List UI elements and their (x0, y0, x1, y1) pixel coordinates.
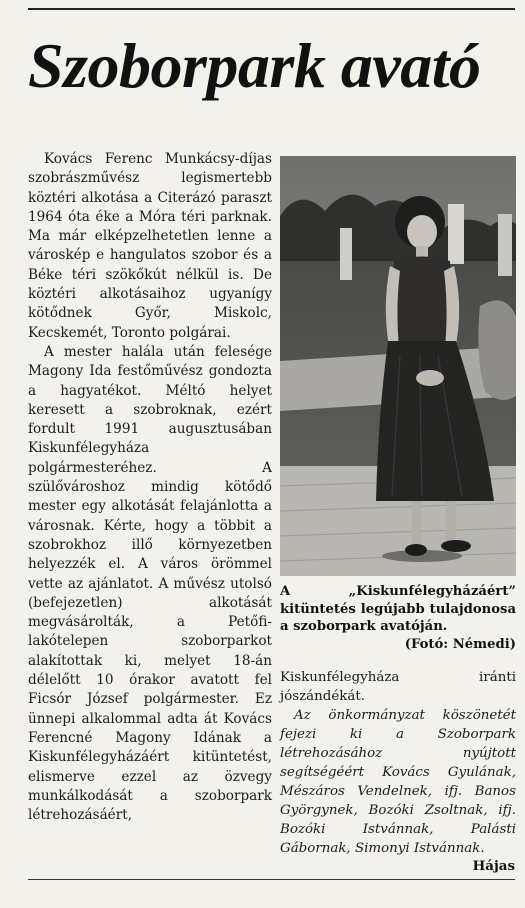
article-paragraph-3: Kiskunfélegyháza iránti jószándékát. (280, 670, 516, 704)
photo-woman-in-sculpture-park (280, 156, 516, 576)
article-paragraph-2: A mester halála után felesége Magony Ida festőművész gondozta a hagyatékot. Méltó helyet keresett a szobroknak, ezért fordult 1991 augusztusában Kiskunfélegyháza polgármesteréhez. A szülővároshoz mindig kötődő mester egy alkotását felajánlotta a városnak. Kérte, hogy a többit a szobrokhoz illő környezetben helyezzék el. A város örömmel vette az ajánlatot. A művész utolsó (befejezetlen) alkotását megvásárolták, a Petőfi-lakótelepen szoborparkot alakítottak ki, melyet 18-án délelőtt 10 órakor avatott fel Ficsór József polgármester. Ez ünnepi alkalommal adta át Kovács Ferencné Magony Idának a Kiskunfélegyházáért kitüntetést, elismerve ezzel az özvegy munkálkodását a szoborpark létrehozásáért, (28, 343, 272, 824)
author-signature: Hájas (472, 858, 515, 874)
headline: Szoborpark avató (28, 30, 481, 101)
top-rule (28, 8, 515, 10)
photo-caption (280, 583, 516, 653)
article-paragraph-1: Kovács Ferenc Munkácsy-díjas szobrászművész legismertebb köztéri alkotása a Citerázó paraszt 1964 óta éke a Móra téri parknak. Ma már elképzelhetetlen lenne a városkép e hangulatos szobor és a Béke téri szökőkút nélkül is. De köztéri alkotásaihoz ugyanígy kötődnek Győr, Miskolc, Kecskemét, Toronto polgárai. (28, 151, 272, 341)
photo-caption-text: A „Kiskunfélegyházáért” kitüntetés legújabb tulajdonosa a szoborpark avatóján. (280, 584, 516, 634)
bottom-rule (28, 879, 515, 880)
article-right-column (280, 668, 516, 858)
article-paragraph-4: Az önkormányzat köszönetét fejezi ki a Szoborpark létrehozásához nyújtott segítségéért Kovács Gyulának, Mészáros Vendelnek, ifj. Banos Györgynek, Bozóki Zsoltnak, ifj. Bozóki Istvánnak, Palásti Gábornak, Simonyi Istvánnak. (280, 708, 516, 856)
photo-credit: (Fotó: Némedi) (404, 636, 516, 652)
article-left-column (28, 150, 272, 825)
